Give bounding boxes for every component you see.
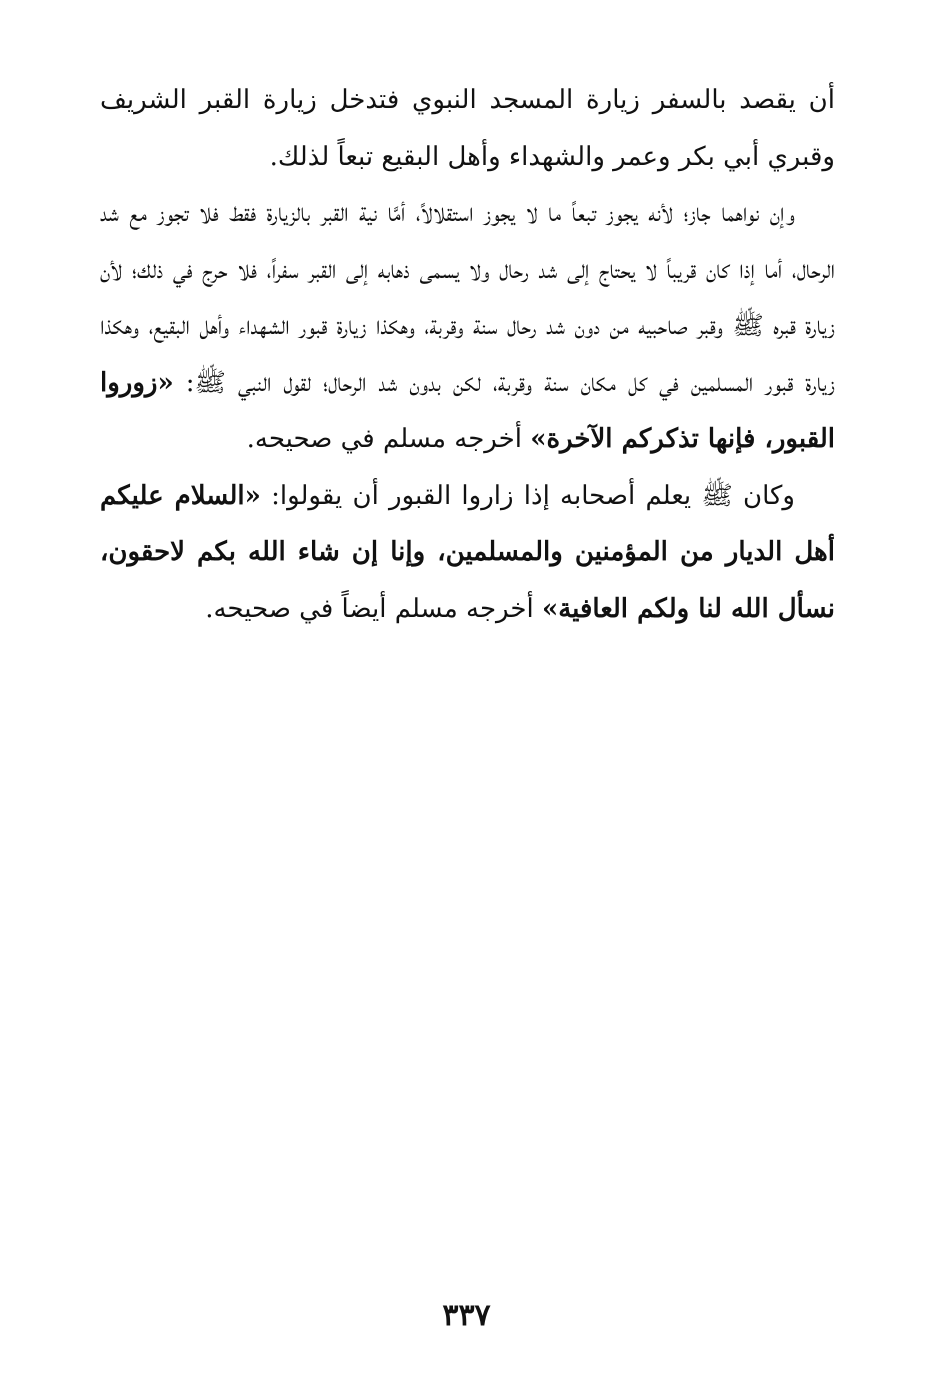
paragraph-2-text: وإن نواهما جاز؛ لأنه يجوز تبعاً ما لا يجوز استقلالاً، أمَّا نية القبر بالزيارة فقط فلا تجوز مع شد الرحال، أما إذا كان قريباً لا يحتاج إلى شد رحال ولا يسمى ذهابه إلى القبر سفراً، فلا حرج في ذلك؛ لأن زيارة قبره ﷺ وقبر صاحبيه من دون شد رحال سنة وقربة، وهكذا زيارة قبور الشهداء وأهل البقيع، وهكذا زيارة قبور المسلمين في كل مكان سنة وقربة، لكن بدون شد الرحال؛ لقول النبي ﷺ: [100, 198, 835, 398]
page-number: ٣٣٧ [442, 1298, 491, 1333]
hadith-quote-1: «زوروا القبور، فإنها تذكركم الآخرة» [100, 367, 835, 454]
paragraph-2 [100, 185, 835, 468]
paragraph-1-text: أن يقصد بالسفر زيارة المسجد النبوي فتدخل زيارة القبر الشريف وقبري أبي بكر وعمر والشهداء وأهل البقيع تبعاً لذلك. [100, 85, 835, 172]
paragraph-3-text: وكان ﷺ يعلم أصحابه إذا زاروا القبور أن يقولوا: [260, 480, 795, 511]
hadith-source-2: أخرجه مسلم أيضاً في صحيحه. [205, 593, 542, 624]
paragraph-1 [100, 72, 835, 185]
paragraph-3 [100, 468, 835, 638]
hadith-quote-2: «السلام عليكم أهل الديار من المؤمنين والمسلمين، وإنا إن شاء الله بكم لاحقون، نسأل الله لنا ولكم العافية» [100, 480, 835, 624]
hadith-source-1: أخرجه مسلم في صحيحه. [246, 424, 531, 454]
body-text [100, 72, 835, 637]
